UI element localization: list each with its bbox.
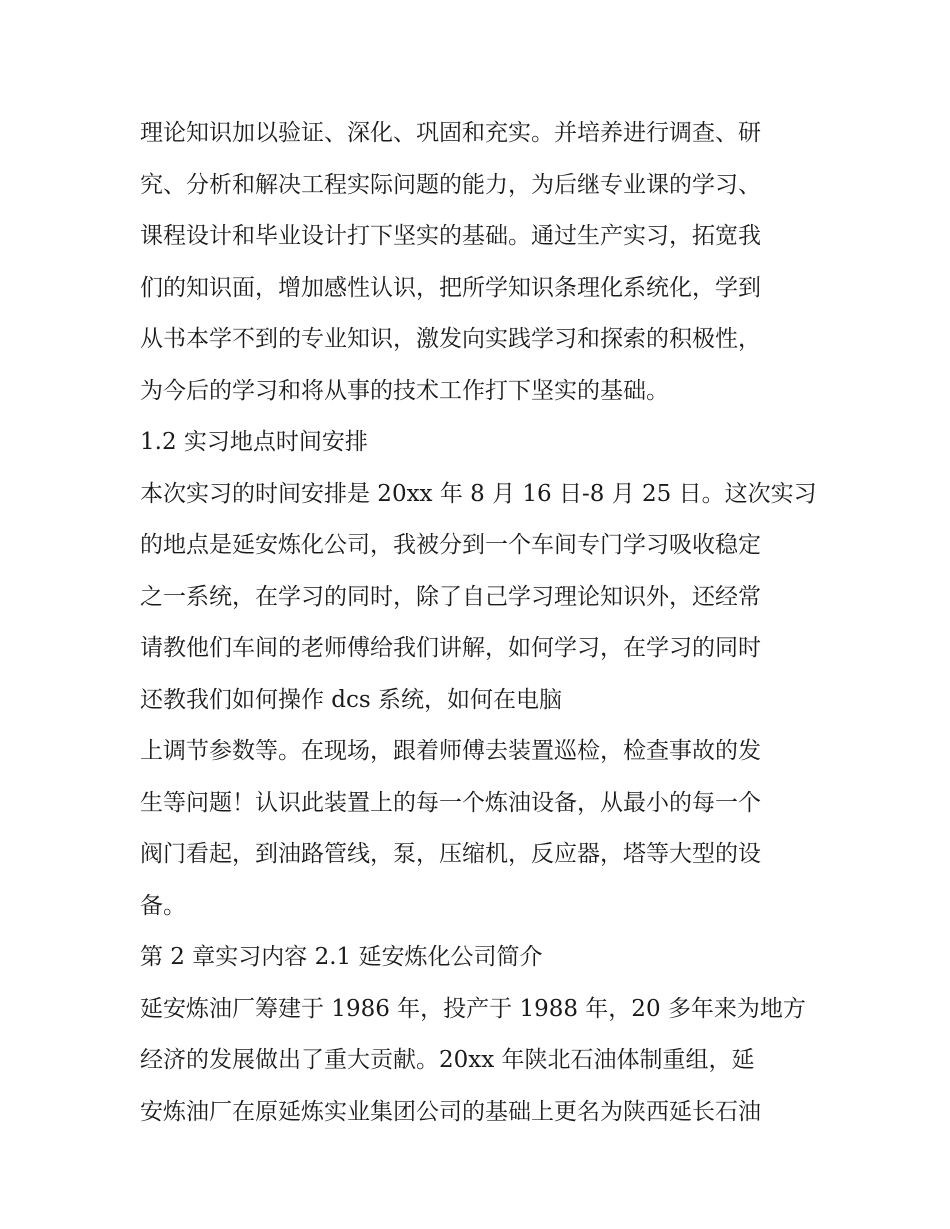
- text-line: 为今后的学习和将从事的技术工作打下坚实的基础。: [140, 377, 669, 404]
- text-line: 本次实习的时间安排是 20xx 年 8 月 16 日-8 月 25 日。这次实习: [140, 480, 817, 507]
- text-line: 备。: [140, 892, 186, 919]
- text-line: 的地点是延安炼化公司，我被分到一个车间专门学习吸收稳定: [140, 532, 761, 558]
- text-line: 还教我们如何操作 dcs 系统，如何在电脑: [140, 686, 563, 713]
- text-line: 阀门看起，到油路管线，泵，压缩机，反应器，塔等大型的设: [140, 841, 761, 867]
- text-line: 们的知识面，增加感性认识，把所学知识条理化系统化，学到: [140, 274, 761, 301]
- text-line: 从书本学不到的专业知识，激发向实践学习和探索的积极性，: [140, 326, 761, 352]
- section-heading: 1.2 实习地点时间安排: [140, 429, 368, 455]
- text-line: 之一系统，在学习的同时，除了自己学习理论知识外，还经常: [140, 583, 761, 610]
- text-line: 上调节参数等。在现场，跟着师傅去装置巡检，检查事故的发: [140, 738, 761, 764]
- text-line: 理论知识加以验证、深化、巩固和充实。并培养进行调查、研: [140, 120, 761, 146]
- text-line: 究、分析和解决工程实际问题的能力，为后继专业课的学习、: [140, 171, 761, 198]
- text-line: 请教他们车间的老师傅给我们讲解，如何学习，在学习的同时: [140, 635, 761, 661]
- text-line: 安炼油厂在原延炼实业集团公司的基础上更名为陕西延长石油: [140, 1098, 761, 1125]
- body-text: [140, 108, 830, 1138]
- text-line: 延安炼油厂筹建于 1986 年，投产于 1988 年，20 多年来为地方: [140, 995, 806, 1022]
- text-line: 生等问题！认识此装置上的每一个炼油设备，从最小的每一个: [140, 789, 761, 816]
- text-line: 经济的发展做出了重大贡献。20xx 年陕北石油体制重组，延: [140, 1047, 755, 1073]
- chapter-heading: 第 2 章实习内容 2.1 延安炼化公司简介: [140, 944, 543, 970]
- text-line: 课程设计和毕业设计打下坚实的基础。通过生产实习，拓宽我: [140, 223, 761, 249]
